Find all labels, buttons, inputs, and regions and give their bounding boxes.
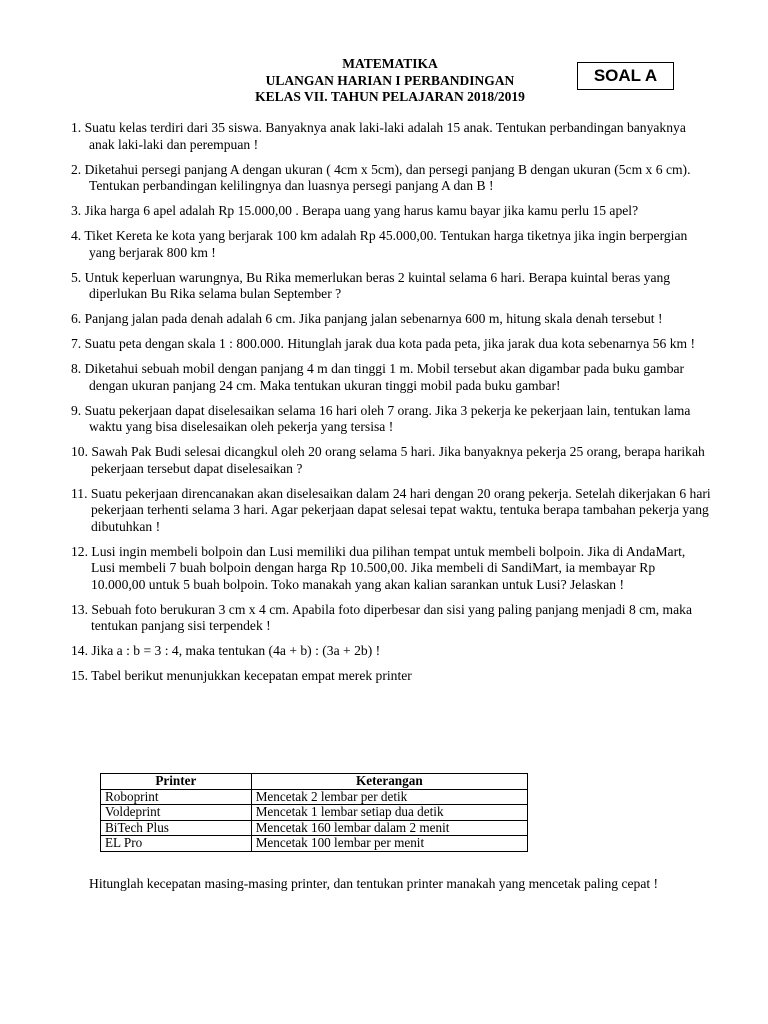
question-item: 3. Jika harga 6 apel adalah Rp 15.000,00 . Berapa uang yang harus kamu bayar jika kamu perlu 15 apel? — [71, 203, 639, 218]
question-item: 8. Diketahui sebuah mobil dengan panjang 4 m dan tinggi 1 m. Mobil tersebut akan digambar pada buku gambar dengan ukuran panjang 24 cm. Maka tentukan ukuran tinggi mobil pada buku gambar! — [71, 361, 685, 393]
question-item: 6. Panjang jalan pada denah adalah 6 cm. Jika panjang jalan sebenarnya 600 m, hitung skala denah tersebut ! — [71, 311, 663, 326]
table-header-cell: Keterangan — [251, 774, 527, 790]
document-header — [190, 56, 590, 106]
header-test-title: ULANGAN HARIAN I PERBANDINGAN — [265, 72, 515, 88]
question-list — [71, 120, 711, 693]
question-item: 13. Sebuah foto berukuran 3 cm x 4 cm. Apabila foto diperbesar dan sisi yang paling panjang menjadi 8 cm, maka tentukan panjang sisi terpendek ! — [71, 601, 692, 633]
question-item: 4. Tiket Kereta ke kota yang berjarak 100 km adalah Rp 45.000,00. Tentukan harga tiketnya jika ingin berpergian yang berjarak 800 km ! — [71, 228, 688, 260]
table-cell: Mencetak 100 lembar per menit — [251, 836, 527, 852]
question-item: 10. Sawah Pak Budi selesai dicangkul oleh 20 orang selama 5 hari. Jika banyaknya pekerja 25 orang, berapa harikah pekerjaan tersebut dapat diselesaikan ? — [71, 444, 705, 476]
table-cell: Voldeprint — [101, 805, 252, 821]
question-item: 1. Suatu kelas terdiri dari 35 siswa. Banyaknya anak laki-laki adalah 15 anak. Tentukan perbandingan banyaknya anak laki-laki dan perempuan ! — [71, 120, 686, 152]
table-row — [101, 836, 528, 852]
table-cell: Mencetak 1 lembar setiap dua detik — [251, 805, 527, 821]
closing-instruction: Hitunglah kecepatan masing-masing printer, dan tentukan printer manakah yang mencetak paling cepat ! — [89, 875, 659, 891]
table-row — [101, 805, 528, 821]
question-item: 5. Untuk keperluan warungnya, Bu Rika memerlukan beras 2 kuintal selama 6 hari. Berapa kuintal beras yang diperlukan Bu Rika selama bulan September ? — [71, 269, 671, 301]
question-item: 11. Suatu pekerjaan direncanakan akan diselesaikan dalam 24 hari dengan 20 orang pekerja. Setelah dikerjakan 6 hari pekerjaan terhenti selama 3 hari. Agar pekerjaan dapat selesai tepat waktu, tentuka berapa tambahan pekerja yang dibutuhkan ! — [71, 485, 711, 534]
header-class-year: KELAS VII. TAHUN PELAJARAN 2018/2019 — [255, 89, 525, 104]
question-item: 15. Tabel berikut menunjukkan kecepatan empat merek printer — [71, 668, 412, 683]
table-header-row — [101, 774, 528, 790]
header-subject: MATEMATIKA — [342, 56, 438, 71]
question-item: 12. Lusi ingin membeli bolpoin dan Lusi memiliki dua pilihan tempat untuk membeli bolpoin. Jika di AndaMart, Lusi membeli 7 buah bolpoin dengan harga Rp 10.500,00. Jika membeli di SandiMart, ia membayar Rp 10.000,00 untuk 5 buah bolpoin. Toko manakah yang akan kalian sarankan untuk Lusi? Jelaskan ! — [71, 543, 686, 592]
soal-label-box: SOAL A — [577, 62, 674, 90]
question-item: 7. Suatu peta dengan skala 1 : 800.000. Hitunglah jarak dua kota pada peta, jika jarak dua kota sebenarnya 56 km ! — [71, 336, 695, 351]
table-row — [101, 789, 528, 805]
question-item: 2. Diketahui persegi panjang A dengan ukuran ( 4cm x 5cm), dan persegi panjang B dengan ukuran (5cm x 6 cm). Tentukan perbandingan kelilingnya dan luasnya persegi panjang A dan B ! — [71, 161, 691, 193]
table-cell: EL Pro — [101, 836, 252, 852]
table-row — [101, 820, 528, 836]
table-cell: BiTech Plus — [101, 820, 252, 836]
table-cell: Mencetak 2 lembar per detik — [251, 789, 527, 805]
table-cell: Mencetak 160 lembar dalam 2 menit — [251, 820, 527, 836]
table-header-cell: Printer — [101, 774, 252, 790]
table-cell: Roboprint — [101, 789, 252, 805]
question-item: 9. Suatu pekerjaan dapat diselesaikan selama 16 hari oleh 7 orang. Jika 3 pekerja ke pekerjaan lain, tentukan lama waktu yang bisa diselesaikan oleh pekerja yang tersisa ! — [71, 402, 691, 434]
printer-table — [100, 773, 528, 852]
question-item: 14. Jika a : b = 3 : 4, maka tentukan (4a + b) : (3a + 2b) ! — [71, 643, 381, 658]
